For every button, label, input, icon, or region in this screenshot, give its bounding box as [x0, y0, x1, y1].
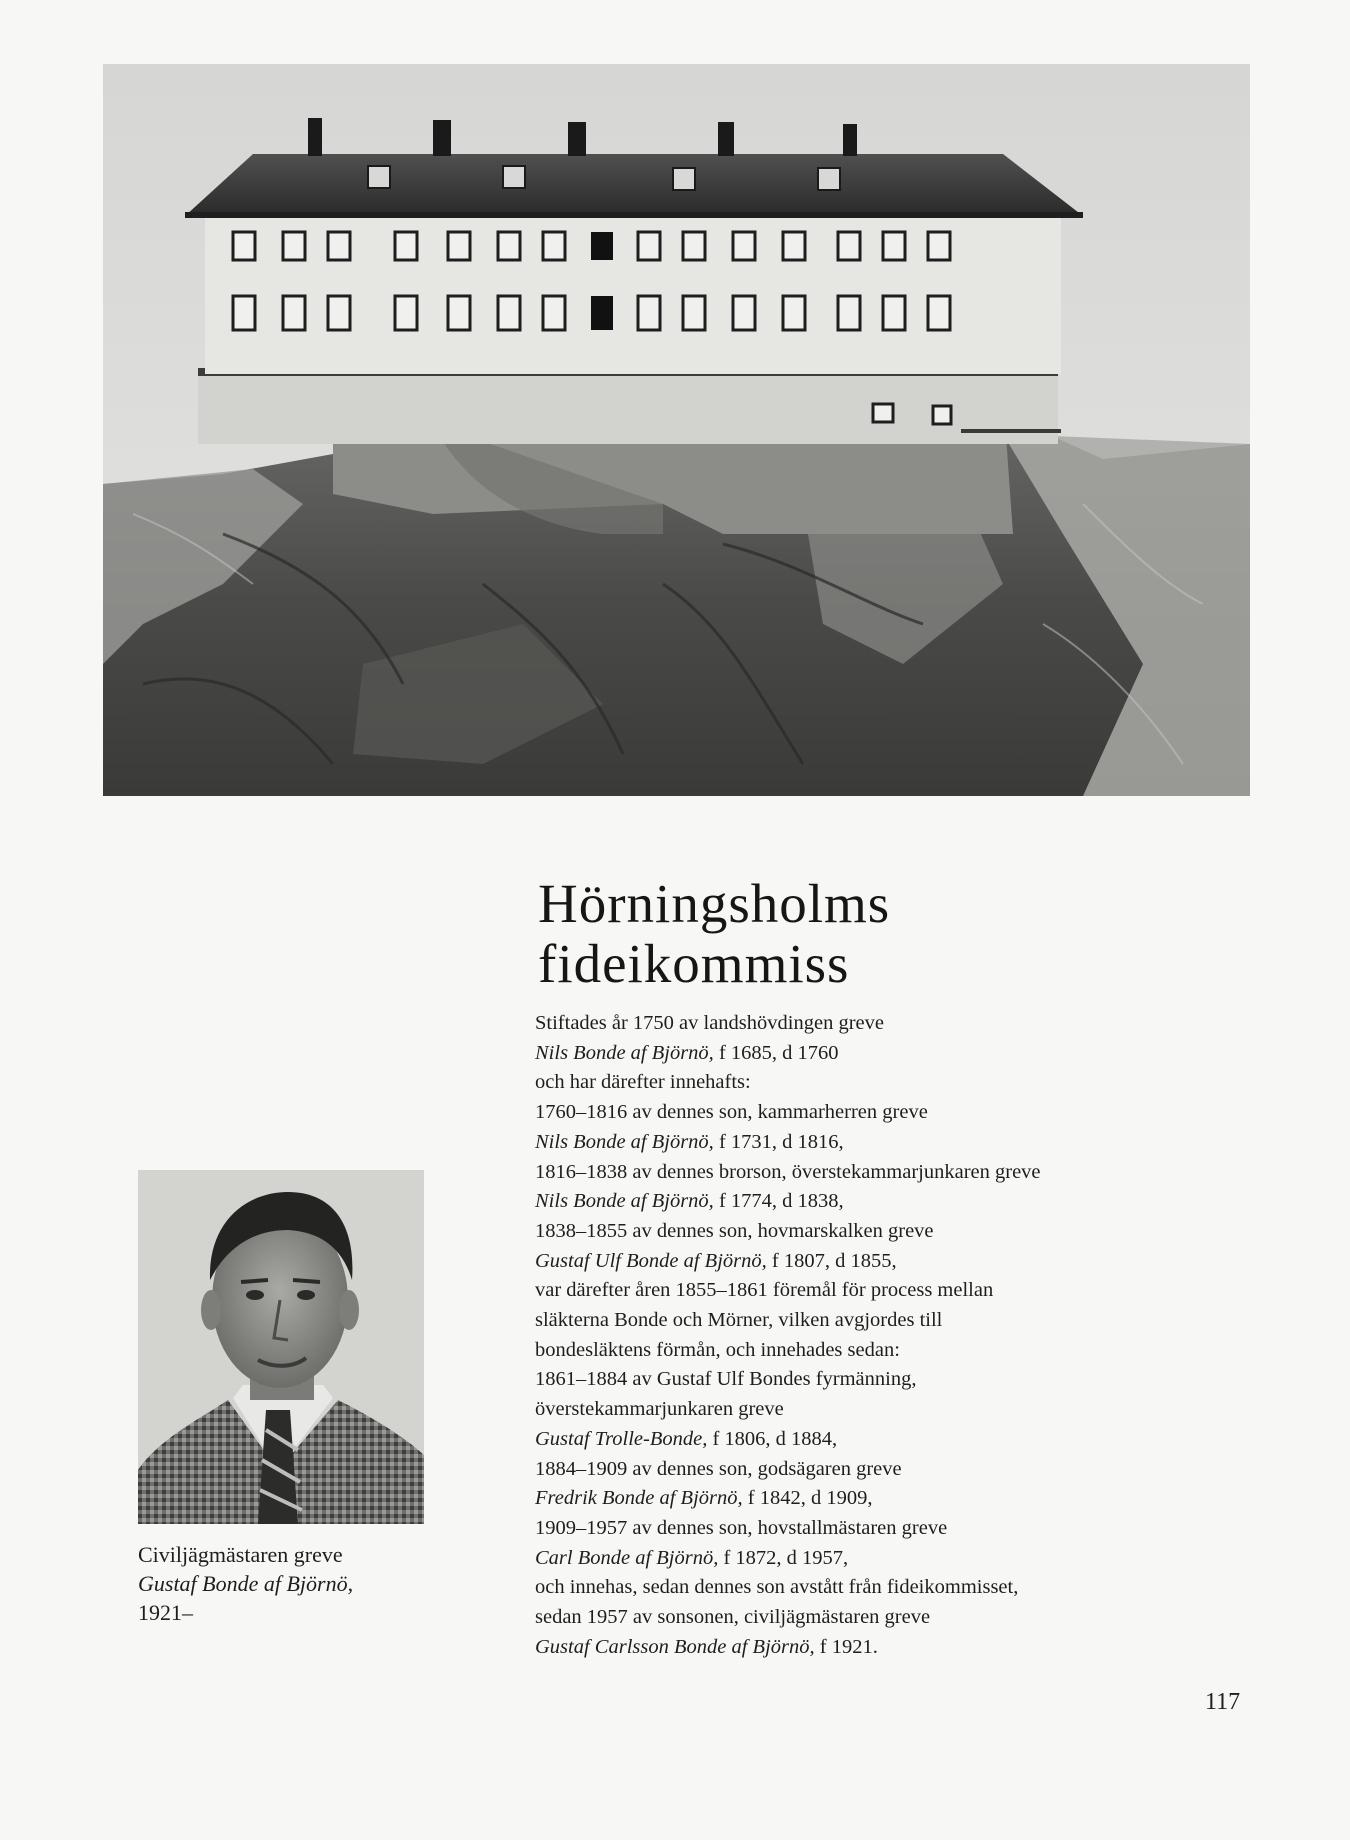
text-line: Nils Bonde af Björnö, f 1685, d 1760	[535, 1041, 839, 1064]
text-line: var därefter åren 1855–1861 föremål för process mellan	[535, 1279, 994, 1302]
text-line: släkterna Bonde och Mörner, vilken avgjordes till	[535, 1309, 943, 1332]
text-line: Carl Bonde af Björnö, f 1872, d 1957,	[535, 1546, 849, 1569]
page-number: 117	[1205, 1689, 1241, 1715]
text-line: Nils Bonde af Björnö, f 1774, d 1838,	[535, 1190, 844, 1213]
text-line: 1909–1957 av dennes son, hovstallmästaren greve	[535, 1516, 948, 1539]
text-line: 1838–1855 av dennes son, hovmarskalken greve	[535, 1219, 934, 1242]
text-line: och har därefter innehafts:	[535, 1071, 751, 1094]
title-line-2: fideikommiss	[538, 933, 850, 994]
portrait-caption	[138, 1540, 353, 1627]
caption-line-2: Gustaf Bonde af Björnö,	[138, 1571, 354, 1596]
text-line: Stiftades år 1750 av landshövdingen greve	[535, 1012, 884, 1034]
text-line: och innehas, sedan dennes son avstått från fideikommisset,	[535, 1576, 1019, 1599]
text-line: sedan 1957 av sonsonen, civiljägmästaren greve	[535, 1606, 931, 1629]
caption-line-1: Civiljägmästaren greve	[138, 1542, 343, 1567]
text-line: överstekammarjunkaren greve	[535, 1398, 784, 1421]
manor-photograph	[103, 64, 1250, 796]
text-line: Nils Bonde af Björnö, f 1731, d 1816,	[535, 1130, 844, 1153]
text-line: 1861–1884 av Gustaf Ulf Bondes fyrmänning,	[535, 1368, 917, 1391]
text-line: bondesläktens förmån, och innehades sedan:	[535, 1338, 900, 1361]
text-line: Gustaf Trolle-Bonde, f 1806, d 1884,	[535, 1427, 838, 1450]
text-line: 1816–1838 av dennes brorson, överstekammarjunkaren greve	[535, 1160, 1041, 1183]
text-line: 1884–1909 av dennes son, godsägaren greve	[535, 1457, 902, 1480]
text-line: Gustaf Carlsson Bonde af Björnö, f 1921.	[535, 1635, 878, 1658]
text-line: Fredrik Bonde af Björnö, f 1842, d 1909,	[535, 1487, 873, 1510]
title-line-1: Hörningsholms	[538, 873, 891, 934]
page-title	[538, 874, 890, 994]
text-line: Gustaf Ulf Bonde af Björnö, f 1807, d 1855,	[535, 1249, 897, 1272]
text-line: 1760–1816 av dennes son, kammarherren greve	[535, 1101, 928, 1124]
portrait-photograph	[138, 1170, 424, 1524]
history-paragraph	[535, 1009, 1255, 1662]
caption-line-3: 1921–	[138, 1600, 193, 1625]
